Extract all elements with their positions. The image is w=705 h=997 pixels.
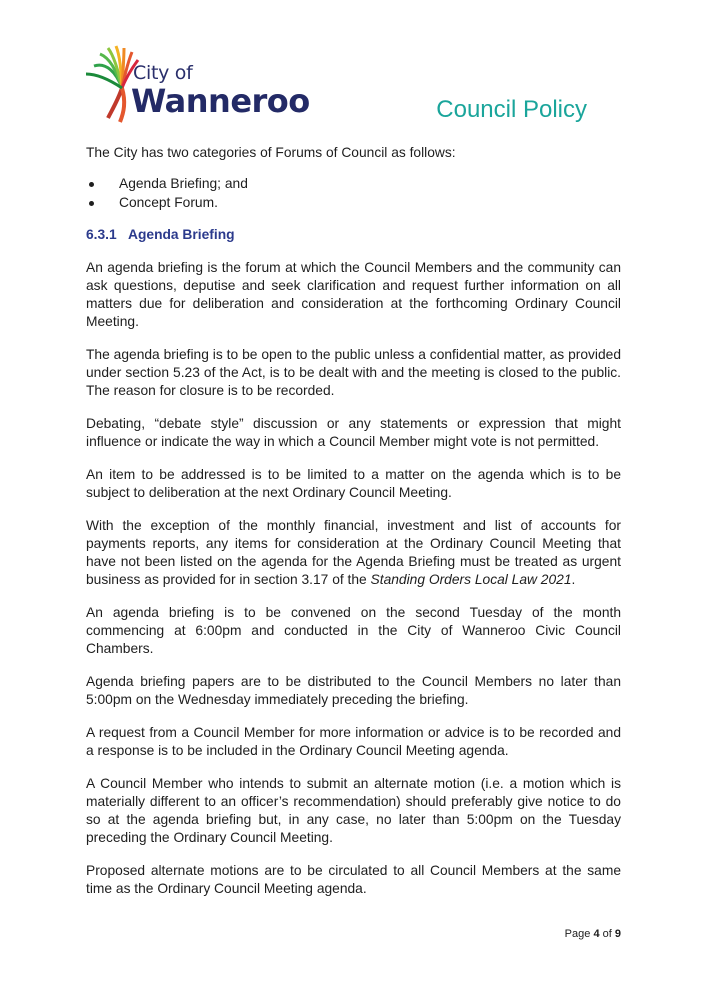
paragraph: An agenda briefing is to be convened on the second Tuesday of the month commencing at 6:00pm and conducted in the City of Wanneroo Civic Council Chambers. — [86, 605, 621, 656]
page-total: 9 — [614, 928, 621, 940]
paragraph-text: With the exception of the monthly financial, investment and list of accounts for payments reports, any items for consideration at the Ordinary Council Meeting that have not been listed on the agenda for the Agenda Briefing must be treated as urgent business as provided for in section 3.17 of the — [86, 518, 621, 587]
forum-category-list — [86, 175, 621, 212]
paragraph-urgent-business — [86, 517, 621, 589]
list-item: Agenda Briefing; and — [86, 175, 621, 193]
list-item: Concept Forum. — [86, 194, 621, 212]
policy-title: Council Policy — [436, 96, 587, 123]
page-header — [0, 0, 705, 140]
paragraph: Proposed alternate motions are to be circulated to all Council Members at the same time as the Ordinary Council Meeting agenda. — [86, 863, 621, 896]
page-number — [565, 928, 621, 940]
paragraph: An item to be addressed is to be limited to a matter on the agenda which is to be subject to deliberation at the next Ordinary Council Meeting. — [86, 467, 621, 500]
page-current: 4 — [593, 928, 600, 940]
paragraph: A request from a Council Member for more information or advice is to be recorded and a response is to be included in the Ordinary Council Meeting agenda. — [86, 725, 621, 758]
page-label: Page — [564, 928, 591, 940]
paragraph-text: . — [571, 572, 576, 587]
paragraph: A Council Member who intends to submit an alternate motion (i.e. a motion which is materially different to an officer’s recommendation) should preferably give notice to do so at the agenda briefing but, in any case, no later than 5:00pm on the Tuesday preceding the Ordinary Council Meeting. — [86, 776, 621, 845]
document-body — [86, 144, 621, 913]
paragraph: Agenda briefing papers are to be distributed to the Council Members no later than 5:00pm on the Wednesday immediately preceding the briefing. — [86, 674, 621, 707]
intro-paragraph: The City has two categories of Forums of Council as follows: — [86, 145, 456, 160]
logo-text-wanneroo: Wanneroo — [131, 82, 310, 120]
paragraph: The agenda briefing is to be open to the public unless a confidential matter, as provided under section 5.23 of the Act, is to be dealt with and the meeting is closed to the public. The reason for closure is to be recorded. — [86, 347, 621, 398]
paragraph: Debating, “debate style” discussion or any statements or expression that might influence or indicate the way in which a Council Member might vote is not permitted. — [86, 416, 621, 449]
of-label: of — [602, 928, 612, 940]
paragraph: An agenda briefing is the forum at which the Council Members and the community can ask questions, deputise and seek clarification and request further information on all matters due for deliberation and consideration at the forthcoming Ordinary Council Meeting. — [86, 260, 621, 329]
logo-text-city-of: City of — [133, 62, 193, 84]
section-number: 6.3.1 — [86, 227, 117, 242]
section-title: Agenda Briefing — [128, 227, 235, 242]
local-law-reference: Standing Orders Local Law 2021 — [370, 572, 572, 587]
section-heading — [86, 226, 621, 244]
